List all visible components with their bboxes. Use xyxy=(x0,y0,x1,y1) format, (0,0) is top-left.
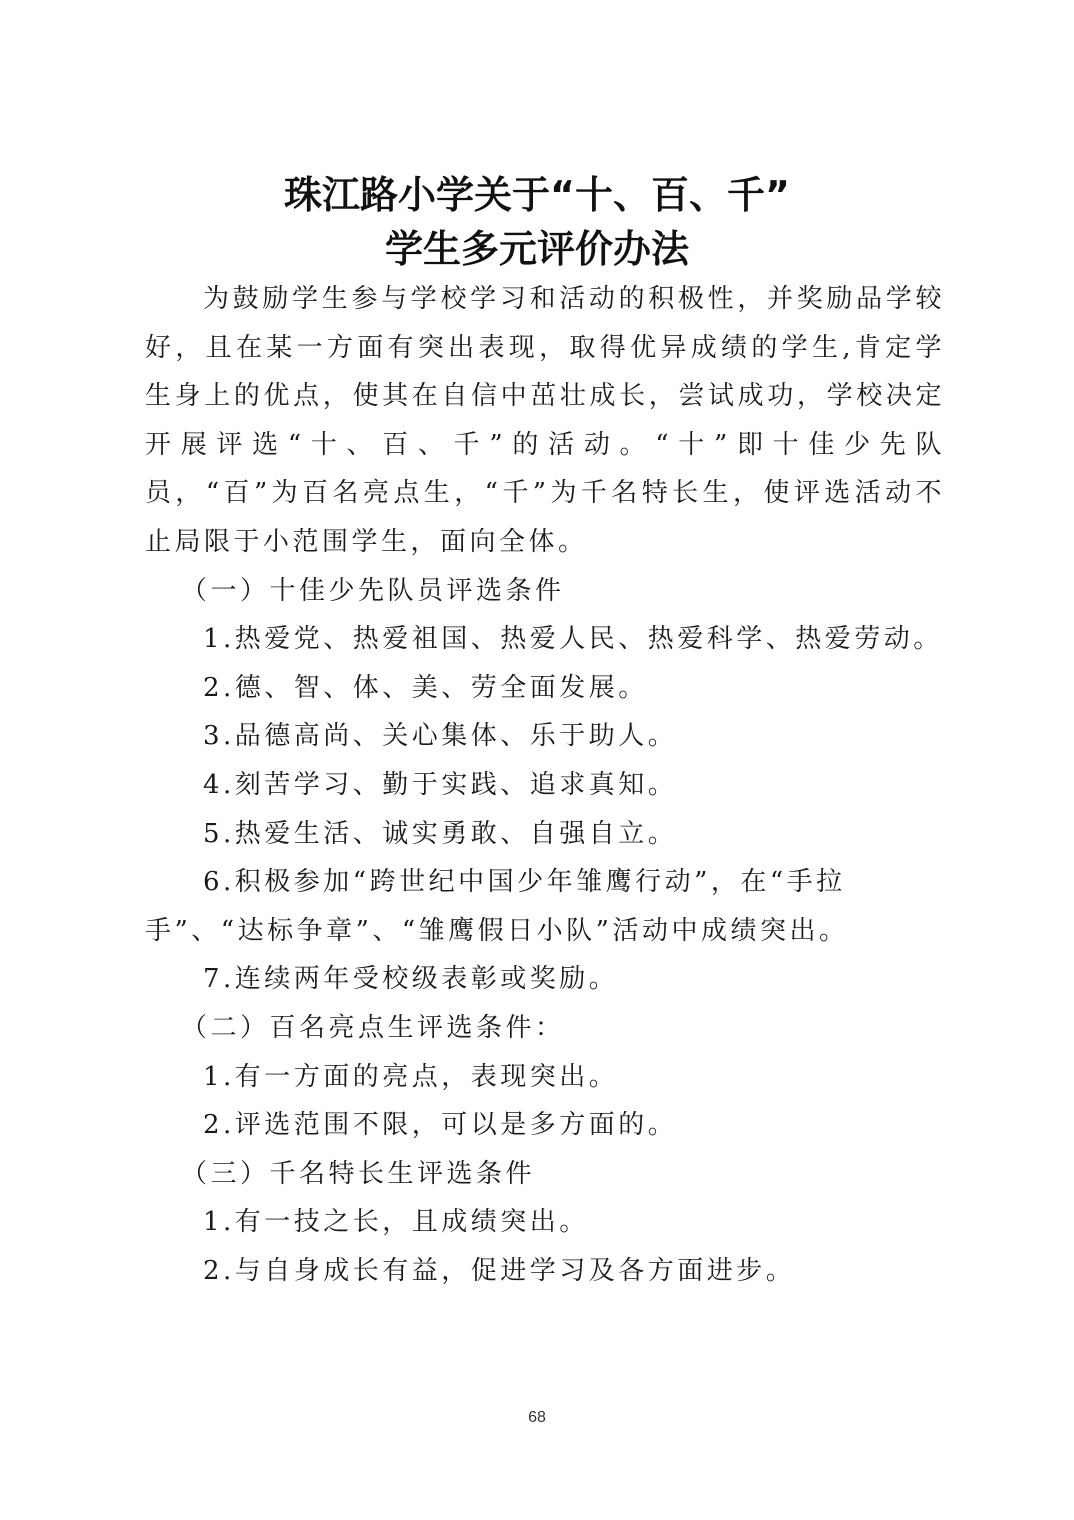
document-body xyxy=(145,275,945,1295)
section-3-item-2: 2.与自身成长有益，促进学习及各方面进步。 xyxy=(203,1255,796,1286)
section-2-heading: （二）百名亮点生评选条件： xyxy=(181,1012,565,1043)
section-3-item-1: 1.有一技之长，且成绩突出。 xyxy=(203,1207,589,1238)
section-3-heading: （三）千名特长生评选条件 xyxy=(181,1158,536,1189)
title-line-1: 珠江路小学关于“十、百、千” xyxy=(284,173,790,217)
section-1-item-2: 2.德、智、体、美、劳全面发展。 xyxy=(203,672,648,703)
document-title xyxy=(0,168,1074,276)
title-line-2: 学生多元评价办法 xyxy=(384,227,689,271)
section-1-item-3: 3.品德高尚、关心集体、乐于助人。 xyxy=(203,721,678,752)
section-1-item-4: 4.刻苦学习、勤于实践、追求真知。 xyxy=(203,769,678,800)
section-2-item-1: 1.有一方面的亮点，表现突出。 xyxy=(203,1061,619,1092)
page-number: 68 xyxy=(528,1409,546,1426)
section-1-item-7: 7.连续两年受校级表彰或奖励。 xyxy=(203,964,619,995)
section-1-item-1: 1.热爱党、热爱祖国、热爱人民、热爱科学、热爱劳动。 xyxy=(203,624,943,655)
section-1-item-6: 6.积极参加“跨世纪中国少年雏鹰行动”，在“手拉手”、“达标争章”、“雏鹰假日小队”活动中成绩突出。 xyxy=(145,867,849,946)
intro-paragraph: 为鼓励学生参与学校学习和活动的积极性，并奖励品学较好，且在某一方面有突出表现，取得优异成绩的学生,肯定学生身上的优点，使其在自信中茁壮成长，尝试成功，学校决定开展评选“十、百、千”的活动。“十”即十佳少先队员，“百”为百名亮点生，“千”为千名特长生，使评选活动不止局限于小范围学生，面向全体。 xyxy=(145,284,945,557)
section-1-item-5: 5.热爱生活、诚实勇敢、自强自立。 xyxy=(203,818,678,849)
section-2-item-2: 2.评选范围不限，可以是多方面的。 xyxy=(203,1110,678,1141)
section-1-heading: （一）十佳少先队员评选条件 xyxy=(181,575,565,606)
